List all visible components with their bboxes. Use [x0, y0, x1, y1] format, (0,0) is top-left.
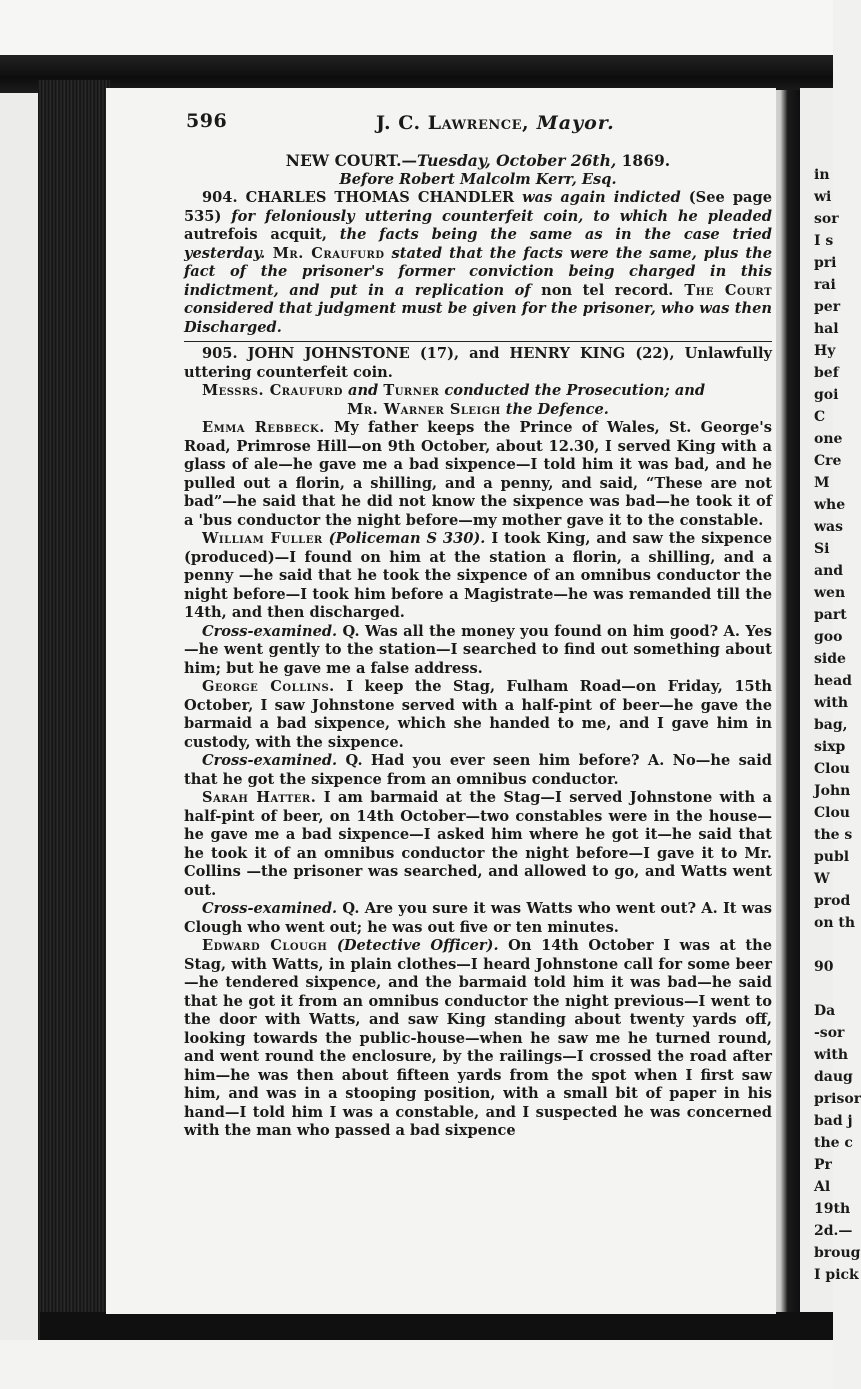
testimony-text: Q. Are you sure it was Watts who went out? A. It was Clough who went out; he was out five or ten minutes. [184, 900, 772, 936]
facing-page-fragment: on th [814, 915, 856, 931]
testimony-paragraph [184, 623, 772, 679]
speaker: Cross-examined. [202, 622, 338, 640]
page-text [184, 152, 772, 1141]
speaker-role: (Policeman S 330). [322, 530, 486, 547]
case-904-number: 904. [202, 189, 238, 206]
facing-page-fragment: sixp [814, 739, 846, 755]
page-header [186, 110, 786, 140]
facing-page-fragment: 2d.— [814, 1223, 853, 1239]
case-904-text8: considered that judgment must be given for the prisoner, who was then Discharged. [184, 300, 772, 336]
court-title-year: 1869. [616, 151, 671, 170]
book-page [106, 88, 776, 1314]
defence-text: the Defence. [500, 400, 609, 418]
page-number: 596 [186, 110, 228, 132]
running-head-name: J. C. Lawrence, [376, 112, 530, 134]
running-head [376, 112, 615, 134]
facing-page-fragment: Clou [814, 805, 850, 821]
speaker: Cross-examined. [202, 752, 338, 769]
testimony-text: Q. Was all the money you found on him good? A. Yes —he went gently to the station—I searched to find out something about him; but he gave me a false address. [184, 622, 772, 677]
counsel-b: Turner [383, 382, 440, 399]
case-905-heading: 905. JOHN JOHNSTONE (17), and HENRY KING (22), Unlawfully uttering counterfeit coin. [184, 345, 772, 381]
facing-page-fragment: publ [814, 849, 850, 865]
facing-page-fragment: prod [814, 893, 851, 909]
facing-page-fragment: Hy [814, 343, 836, 359]
testimony-text: My father keeps the Prince of Wales, St. George's Road, Primrose Hill—on 9th October, about 12.30, I served King with a glass of ale—he gave me a bad sixpence—I told him it was bad, and he pulled out a florin, a shilling, and a penny, and said, “These are not bad”—he said that he did not know the sixpence was bad—he took it of a 'bus conductor the night before—my mother gave it to the constable. [184, 419, 772, 529]
facing-page-fragment: and [814, 563, 844, 579]
facing-page-fragment: Al [814, 1179, 831, 1195]
facing-page-fragment: one [814, 431, 843, 447]
speaker: Edward Clough [202, 937, 328, 954]
facing-page-fragment: I s [814, 233, 834, 249]
facing-page-fragment: W [814, 871, 830, 887]
counsel-and: and [342, 382, 384, 399]
testimony-paragraph [184, 789, 772, 900]
testimony-paragraph [184, 530, 772, 623]
counsel-d: and [669, 382, 706, 399]
facing-page-fragment: whe [814, 497, 846, 513]
facing-page-fragment: was [814, 519, 844, 535]
testimony-paragraph [184, 937, 772, 1141]
case-904-text3: for feloniously uttering counterfeit coin, to which he pleaded [231, 207, 772, 225]
case-904-court: The Court [673, 281, 773, 299]
testimony-paragraph [184, 900, 772, 937]
facing-page-fragment: Da [814, 1003, 836, 1019]
testimony-text: On 14th October I was at the Stag, with Watts, in plain clothes—I heard Johnstone call for some beer—he tendered sixpence, and the barmaid told him it was bad—he said that he got it from an omnibus conductor the night previous—I went to the door with Watts, and saw King standing about twenty yards off, looking towards the public-house—when he saw me he turned round, and went round the enclosure, by the railings—I crossed the road after him—he was then about fifteen yards from the spot when I first saw him, and was in a stooping position, with a small bit of paper in his hand—I told him I was a constable, and I suspected he was concerned with the man who passed a bad sixpence [184, 937, 772, 1139]
testimony-text: I keep the Stag, Fulham Road—on Friday, 15th October, I saw Johnstone served with a half-pint of beer—he gave the barmaid a bad sixpence, which she handed to me, and I gave him in custody, with the sixpence. [184, 678, 772, 751]
court-before: Before Robert Malcolm Kerr, Esq. [339, 170, 617, 188]
testimony-text: I took King, and saw the sixpence (produced)—I found on him at the station a florin, a shilling, and a penny —he said that he took the sixpence of an omnibus conductor the night before—I took him before a Magistrate—he was remanded till the 14th, and then discharged. [184, 530, 772, 621]
facing-page-fragment: M [814, 475, 830, 491]
top-paper-margin [0, 0, 833, 60]
facing-page-fragment: with [814, 1047, 849, 1063]
facing-page-fragment: wi [814, 189, 832, 205]
facing-page-fragment: 19th [814, 1201, 851, 1217]
facing-page [800, 88, 861, 1314]
speaker: Sarah Hatter. [202, 789, 317, 806]
court-title-prefix: NEW COURT.— [285, 151, 417, 170]
facing-page-fragment: broug [814, 1245, 861, 1261]
facing-page-fragment: bad j [814, 1113, 853, 1129]
bottom-paper-margin [0, 1340, 833, 1389]
facing-page-fragment: per [814, 299, 841, 315]
testimony [184, 419, 772, 1141]
running-head-title: Mayor. [536, 112, 615, 134]
case-904-counsel: Mr. Craufurd [265, 244, 385, 262]
facing-page-fragment: Si [814, 541, 830, 557]
case-904-text5: the facts being the same as in the case tried yesterday. [184, 226, 772, 262]
counsel-a: Messrs. Craufurd [202, 382, 343, 399]
speaker: George Collins. [202, 678, 335, 695]
case-904-text2: (See page 535) [184, 189, 772, 225]
book-page-edges [38, 80, 110, 1340]
case-904-text1: was again indicted [514, 189, 681, 206]
facing-page-fragment: C [814, 409, 826, 425]
facing-page-fragment: sor [814, 211, 839, 227]
case-904-text4: autrefois acquit, [184, 226, 327, 243]
facing-page-fragment: daug [814, 1069, 853, 1085]
facing-page-fragment: prisor [814, 1091, 861, 1107]
facing-page-fragment: bag, [814, 717, 848, 733]
counsel-c: conducted the Prosecution; [439, 382, 670, 399]
facing-page-fragment: Clou [814, 761, 850, 777]
testimony-paragraph [184, 678, 772, 752]
case-904-text6: stated that the facts were the same, plus the fact of the prisoner's former conviction being charged in this indictment, and put in a replication of [184, 244, 773, 299]
case-904-text7: non tel record. [530, 281, 674, 299]
speaker: William Fuller [202, 530, 323, 547]
facing-page-fragment: John [814, 783, 851, 799]
facing-page-fragment: the c [814, 1135, 853, 1151]
case-905-defence [184, 401, 772, 420]
facing-page-fragment: part [814, 607, 847, 623]
facing-page-fragment: -sor [814, 1025, 845, 1041]
facing-page-fragment: the s [814, 827, 853, 843]
facing-page-fragment: goi [814, 387, 839, 403]
facing-page-fragment: Pr [814, 1157, 832, 1173]
testimony-text: I am barmaid at the Stag—I served Johnstone with a half-pint of beer, on 14th October—two constables were in the house—he gave me a bad sixpence—I asked him where he got it—he said that he took it of an omnibus conductor the night before—I gave it to Mr. Collins —the prisoner was searched, and allowed to go, and Watts went out. [184, 789, 773, 899]
facing-page-fragment: I pick [814, 1267, 859, 1283]
facing-page-fragment: in [814, 167, 830, 183]
testimony-paragraph [184, 752, 772, 789]
defence-name: Mr. Warner Sleigh [347, 400, 501, 418]
court-title-date: Tuesday, October 26th, [416, 151, 617, 170]
facing-page-fragment: rai [814, 277, 836, 293]
facing-page-fragment: hal [814, 321, 839, 337]
facing-page-fragment: 90 [814, 959, 834, 975]
facing-page-fragment: Cre [814, 453, 842, 469]
case-904-name: CHARLES THOMAS CHANDLER [245, 189, 515, 206]
facing-page-fragment: with [814, 695, 849, 711]
section-divider [184, 341, 772, 342]
speaker: Emma Rebbeck. [202, 419, 325, 436]
case-904 [184, 189, 772, 337]
speaker: Cross-examined. [202, 900, 338, 917]
speaker-role: (Detective Officer). [327, 937, 499, 954]
court-title [184, 152, 772, 171]
facing-page-fragment: head [814, 673, 852, 689]
facing-page-fragment: pri [814, 255, 837, 271]
testimony-text: Q. Had you ever seen him before? A. No—he said that he got the sixpence from an omnibus conductor. [184, 752, 772, 788]
facing-page-fragment: wen [814, 585, 846, 601]
testimony-paragraph [184, 419, 772, 530]
facing-page-fragment: goo [814, 629, 843, 645]
facing-page-fragment: side [814, 651, 846, 667]
facing-page-fragment: bef [814, 365, 839, 381]
case-905-counsel [184, 382, 772, 401]
